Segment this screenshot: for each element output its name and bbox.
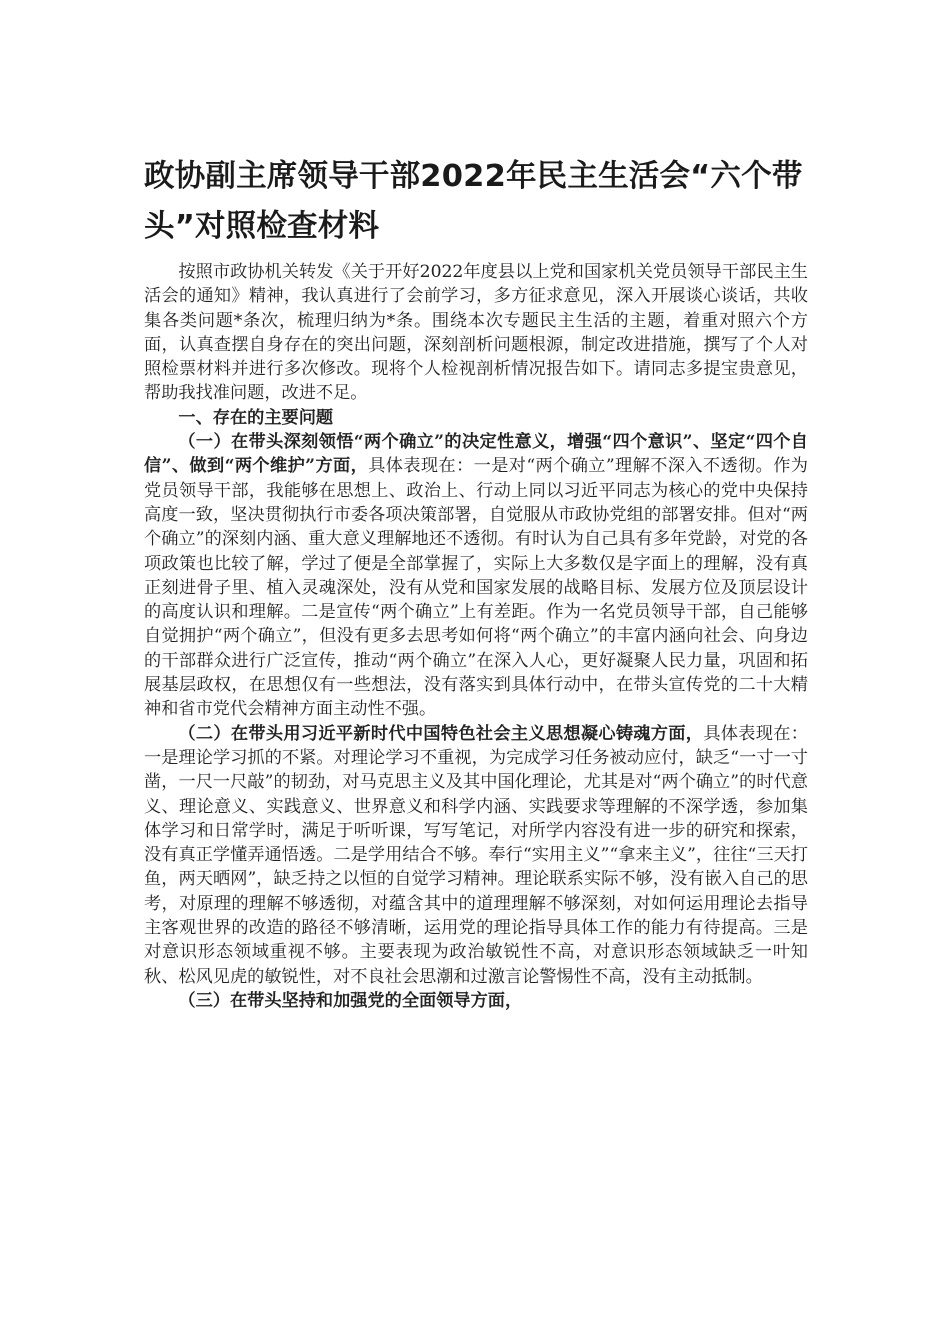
item-1-body: 具体表现在：一是对“两个确立”理解不深入不透彻。作为党员领导干部，我能够在思想上、政治上、行动上同以习近平同志为核心的党中央保持高度一致，坚决贯彻执行市委各项决策部署，自觉服从市政协党组的部署安排。但对“两个确立”的深刻内涵、重大意义理解地还不透彻。有时认为自己具有多年党龄，对党的各项政策也比较了解，学过了便是全部掌握了，实际上大多数仅是字面上的理解，没有真正刻进骨子里、植入灵魂深处，没有从党和国家发展的战略目标、发展方位及顶层设计的高度认识和理解。二是宣传“两个确立”上有差距。作为一名党员领导干部，自己能够自觉拥护“两个确立”，但没有更多去思考如何将“两个确立”的丰富内涵向社会、向身边的干部群众进行广泛宣传，推动“两个确立”在深入人心，更好凝聚人民力量，巩固和拓展基层政权，在思想仅有一些想法，没有落实到具体行动中，在带头宣传党的二十大精神和省市党代会精神方面主动性不强。 xyxy=(144,456,808,720)
intro-paragraph: 按照市政协机关转发《关于开好2022年度县以上党和国家机关党员领导干部民主生活会的通知》精神，我认真进行了会前学习，多方征求意见，深入开展谈心谈话，共收集各类问题*条次，梳理归纳为*条。围绕本次专题民主生活的主题，着重对照六个方面，认真查摆自身存在的突出问题，深刻剖析问题根源，制定改进措施，撰写了个人对照检票材料并进行多次修改。现将个人检视剖析情况报告如下。请同志多提宝贵意见，帮助我找准问题，改进不足。 xyxy=(144,262,808,404)
item-2-paragraph xyxy=(144,722,808,989)
document-body xyxy=(144,260,808,1013)
item-2-body: 具体表现在：一是理论学习抓的不紧。对理论学习不重视，为完成学习任务被动应付，缺乏“一寸一寸凿，一尺一尺敲”的韧劲，对马克思主义及其中国化理论，尤其是对“两个确立”的时代意义、理论意义、实践意义、世界意义和科学内涵、实践要求等理解的不深学透，参加集体学习和日常学时，满足于听听课，写写笔记，对所学内容没有进一步的研究和探索，没有真正学懂弄通悟透。二是学用结合不够。奉行“实用主义”“拿来主义”，往往“三天打鱼，两天晒网”，缺乏持之以恒的自觉学习精神。理论联系实际不够，没有嵌入自己的思考，对原理的理解不够透彻，对蕴含其中的道理理解不够深刻，对如何运用理论去指导主客观世界的改造的路径不够清晰，运用党的理论指导具体工作的能力有待提高。三是对意识形态领域重视不够。主要表现为政治敏锐性不高，对意识形态领域缺乏一叶知秋、松风见虎的敏锐性，对不良社会思潮和过激言论警惕性不高，没有主动抵制。 xyxy=(144,723,808,987)
document-title: 政协副主席领导干部2022年民主生活会“六个带头”对照检查材料 xyxy=(144,159,803,244)
item-1-lead: （一）在带头深刻领悟“两个确立”的决定性意义，增强“四个意识”、坚定“四个自信”、做到“两个维护”方面， xyxy=(144,432,808,477)
section-heading: 一、存在的主要问题 xyxy=(178,407,334,428)
item-1-paragraph xyxy=(144,430,808,722)
item-3-paragraph xyxy=(144,989,808,1013)
item-3-lead: （三）在带头坚持和加强党的全面领导方面， xyxy=(178,990,523,1011)
item-2-lead: （二）在带头用习近平新时代中国特色社会主义思想凝心铸魂方面， xyxy=(178,723,704,744)
